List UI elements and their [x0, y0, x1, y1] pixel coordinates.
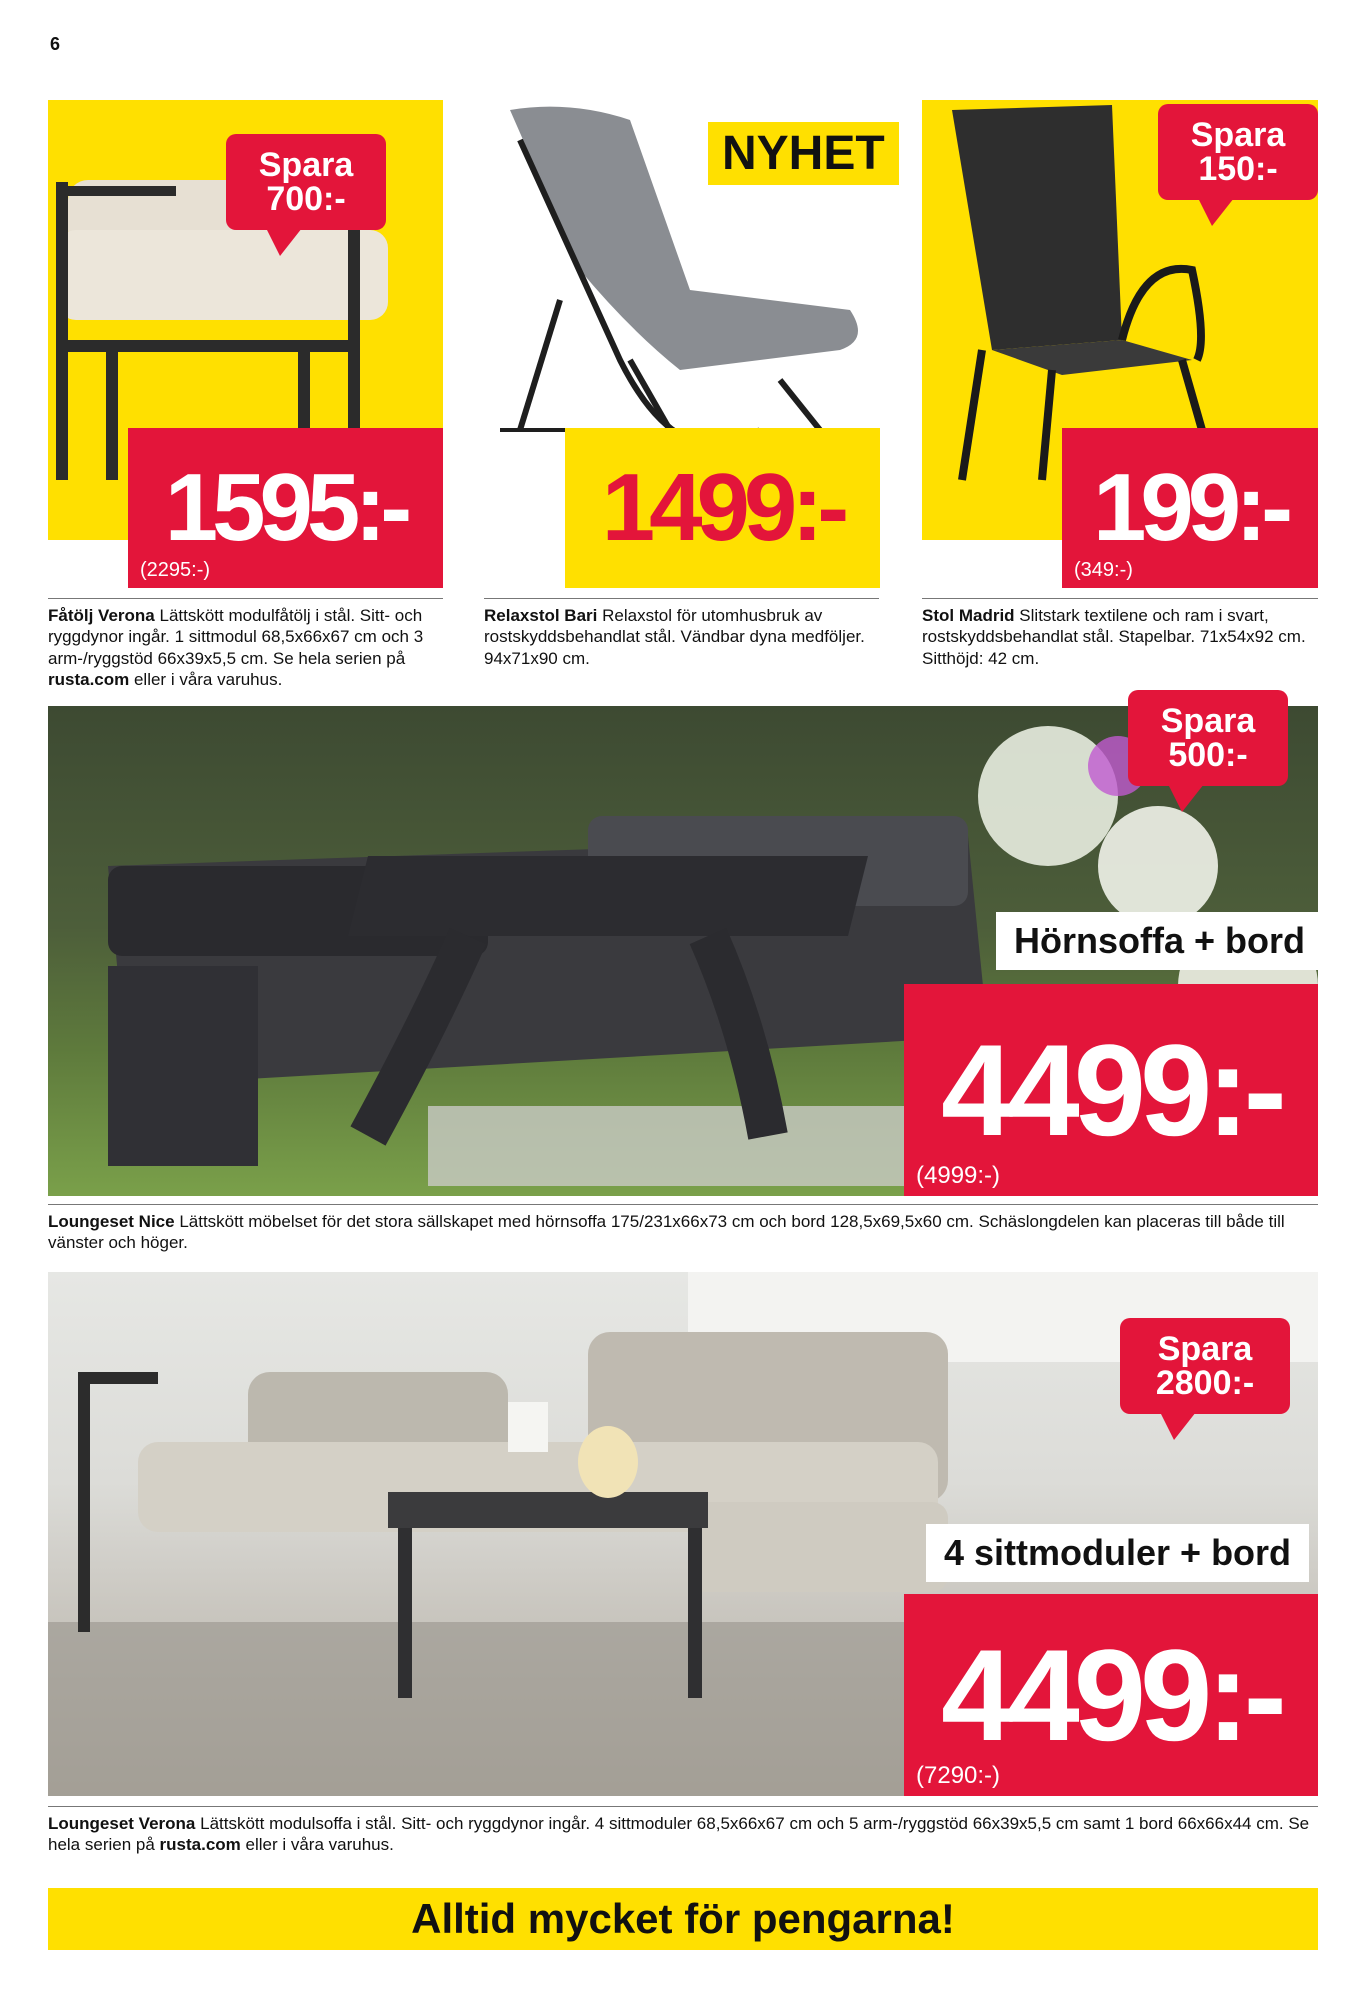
description-text: Lättskött modulfåtölj i stål. Sitt- och ryggdynor ingår. 1 sittmodul 68,5x66x67 cm och 3 arm-/ryggstöd 66x39x5,5 cm. Se hela serien på	[48, 606, 424, 668]
price-box-verona	[904, 1594, 1318, 1796]
price-box-3	[1062, 428, 1318, 588]
price: 1499:-	[601, 454, 844, 561]
price: 4499:-	[941, 1017, 1281, 1163]
price: 1595:-	[164, 454, 407, 561]
lounge-verona-description	[48, 1806, 1318, 1856]
product-name: Loungeset Nice	[48, 1212, 175, 1231]
save-bubble-nice	[1128, 690, 1288, 786]
original-price: (2295:-)	[140, 559, 211, 581]
product-1-description	[48, 598, 443, 690]
save-label: Spara	[1160, 702, 1256, 740]
price: 199:-	[1092, 454, 1288, 561]
save-amount: 2800:-	[1155, 1364, 1255, 1402]
original-price: (4999:-)	[916, 1162, 1001, 1189]
lounge-verona-label: 4 sittmoduler + bord	[926, 1524, 1309, 1582]
save-amount: 700:-	[266, 180, 346, 218]
save-label: Spara	[258, 146, 354, 184]
save-bubble-1	[226, 134, 386, 230]
price-box-1	[128, 428, 443, 588]
original-price: (7290:-)	[916, 1762, 1001, 1789]
product-2-description	[484, 598, 879, 669]
product-name: Stol Madrid	[922, 606, 1015, 625]
save-amount: 500:-	[1168, 736, 1248, 774]
description-text: Lättskött modulsoffa i stål. Sitt- och ryggdynor ingår. 4 sittmoduler 68,5x66x67 cm och 5 arm-/ryggstöd 66x39x5,5 cm samt 1 bord 66x66x44 cm. Se hela serien på	[48, 1814, 1310, 1855]
price: 4499:-	[941, 1622, 1281, 1768]
description-text: Slitstark textilene och ram i svart, rostskyddsbehandlat stål. Stapelbar. 71x54x92 cm. Sitthöjd: 42 cm.	[922, 606, 1306, 668]
description-text: Relaxstol för utomhusbruk av rostskyddsbehandlat stål. Vändbar dyna medföljer. 94x71x90 cm.	[484, 606, 865, 668]
product-name: Relaxstol Bari	[484, 606, 598, 625]
price-box-2	[565, 428, 880, 588]
save-label: Spara	[1190, 116, 1286, 154]
lounge-nice-label: Hörnsoffa + bord	[996, 912, 1323, 970]
new-badge: NYHET	[708, 122, 899, 185]
description-end: eller i våra varuhus.	[240, 1835, 394, 1855]
lounge-nice-description	[48, 1204, 1318, 1254]
original-price: (349:-)	[1074, 559, 1133, 581]
description-end: eller i våra varuhus.	[129, 669, 283, 689]
page-number: 6	[50, 34, 61, 54]
website-link[interactable]: rusta.com	[159, 1835, 241, 1855]
save-label: Spara	[1157, 1330, 1253, 1368]
product-name: Loungeset Verona	[48, 1814, 196, 1833]
save-bubble-3	[1158, 104, 1318, 200]
save-bubble-verona	[1120, 1318, 1290, 1414]
price-box-nice	[904, 984, 1318, 1196]
description-text: Lättskött möbelset för det stora sällskapet med hörnsoffa 175/231x66x73 cm och bord 128,5x69,5x60 cm. Schäslongdelen kan placeras till både till vänster och höger.	[48, 1212, 1285, 1253]
website-link[interactable]: rusta.com	[48, 669, 130, 689]
product-3-description	[922, 598, 1318, 669]
product-name: Fåtölj Verona	[48, 606, 155, 625]
save-amount: 150:-	[1198, 150, 1278, 188]
footer-slogan: Alltid mycket för pengarna!	[48, 1888, 1318, 1950]
